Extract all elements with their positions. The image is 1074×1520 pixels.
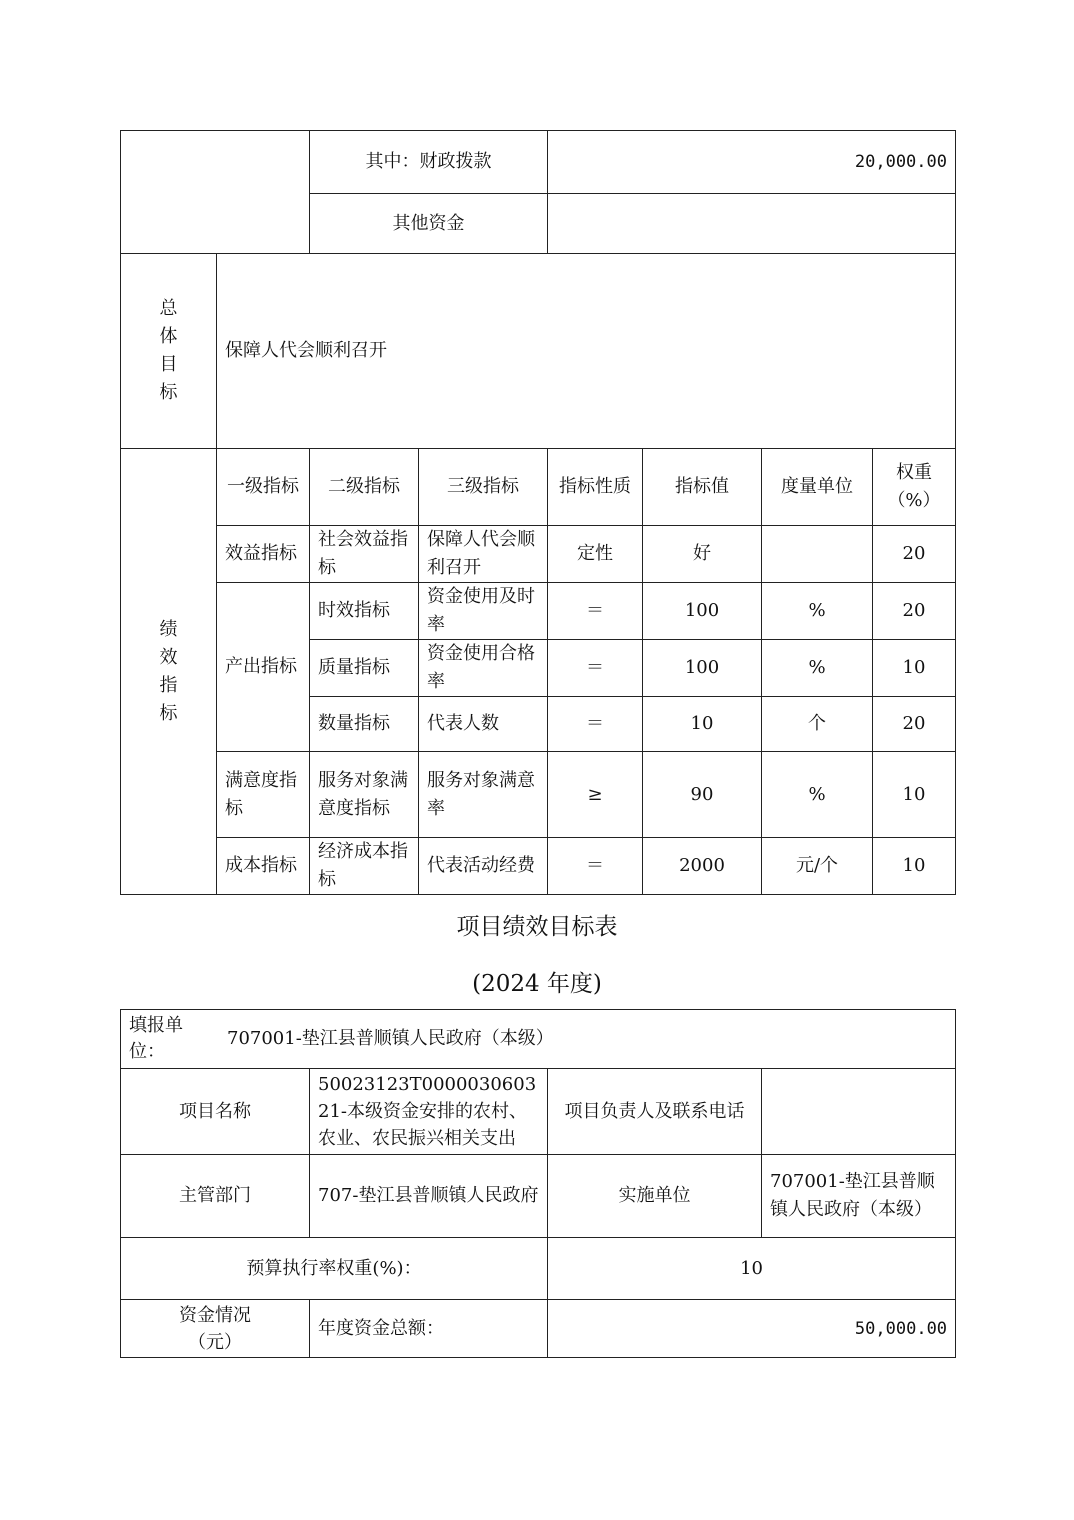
- row-nature: ＝: [548, 697, 643, 752]
- row-level2: 质量指标: [310, 640, 419, 697]
- row-level3: 保障人代会顺利召开: [419, 526, 548, 583]
- row-nature: ≥: [548, 752, 643, 838]
- header-nature: 指标性质: [548, 449, 643, 526]
- project-leader-value: [762, 1069, 956, 1155]
- row-level1: 成本指标: [217, 838, 310, 895]
- row-weight: 20: [873, 526, 956, 583]
- filing-unit-value: 707001-垫江县普顺镇人民政府（本级）: [227, 1028, 554, 1049]
- row-value: 90: [643, 752, 762, 838]
- row-level2: 社会效益指标: [310, 526, 419, 583]
- implementing-unit-label: 实施单位: [548, 1155, 762, 1238]
- row-level1: 产出指标: [217, 583, 310, 752]
- header-level2: 二级指标: [310, 449, 419, 526]
- performance-indicator-label: 绩效指标: [159, 618, 178, 724]
- row-value: 2000: [643, 838, 762, 895]
- performance-target-table-continued: [120, 130, 956, 895]
- row-unit: %: [762, 752, 873, 838]
- fiscal-value: 20,000.00: [548, 131, 956, 194]
- row-unit: %: [762, 640, 873, 697]
- row-value: 好: [643, 526, 762, 583]
- row-level1: 效益指标: [217, 526, 310, 583]
- row-value: 100: [643, 583, 762, 640]
- project-name-value: 50023123T000003060321-本级资金安排的农村、农业、农民振兴相关支出: [310, 1069, 548, 1155]
- row-level3: 代表人数: [419, 697, 548, 752]
- filing-unit-label: 填报单位：: [129, 1015, 183, 1062]
- row-value: 100: [643, 640, 762, 697]
- header-level3: 三级指标: [419, 449, 548, 526]
- row-level3: 服务对象满意率: [419, 752, 548, 838]
- row-unit: [762, 526, 873, 583]
- project-name-label: 项目名称: [121, 1069, 310, 1155]
- row-unit: %: [762, 583, 873, 640]
- row-level2: 时效指标: [310, 583, 419, 640]
- row-weight: 20: [873, 583, 956, 640]
- row-level3: 资金使用合格率: [419, 640, 548, 697]
- row-unit: 个: [762, 697, 873, 752]
- budget-rate-label: 预算执行率权重(%)：: [121, 1238, 548, 1300]
- department-value: 707-垫江县普顺镇人民政府: [310, 1155, 548, 1238]
- row-level1: 满意度指标: [217, 752, 310, 838]
- row-nature: ＝: [548, 640, 643, 697]
- table-row: [121, 583, 956, 640]
- annual-total-label: 年度资金总额：: [310, 1300, 548, 1358]
- row-nature: ＝: [548, 583, 643, 640]
- fiscal-label: 其中：财政拨款: [310, 131, 548, 194]
- row-value: 10: [643, 697, 762, 752]
- annual-total-value: 50,000.00: [548, 1300, 956, 1358]
- department-label: 主管部门: [121, 1155, 310, 1238]
- other-funds-value: [548, 194, 956, 254]
- implementing-unit-value: 707001-垫江县普顺镇人民政府（本级）: [762, 1155, 956, 1238]
- project-leader-label: 项目负责人及联系电话: [548, 1069, 762, 1155]
- row-unit: 元/个: [762, 838, 873, 895]
- project-performance-target-table: [120, 1009, 956, 1358]
- row-level2: 数量指标: [310, 697, 419, 752]
- table-row: [121, 838, 956, 895]
- row-weight: 10: [873, 838, 956, 895]
- row-nature: ＝: [548, 838, 643, 895]
- header-unit: 度量单位: [762, 449, 873, 526]
- table-title: 项目绩效目标表: [456, 914, 618, 940]
- row-weight: 10: [873, 640, 956, 697]
- header-level1: 一级指标: [217, 449, 310, 526]
- budget-rate-value: 10: [548, 1238, 956, 1300]
- row-weight: 20: [873, 697, 956, 752]
- overall-goal-text: 保障人代会顺利召开: [217, 254, 956, 449]
- table-row: [121, 526, 956, 583]
- fund-status-label: 资金情况（元）: [121, 1300, 310, 1358]
- header-weight: 权重（%）: [873, 449, 956, 526]
- blank-cell: [121, 131, 310, 254]
- row-level3: 代表活动经费: [419, 838, 548, 895]
- header-value: 指标值: [643, 449, 762, 526]
- table-row: [121, 752, 956, 838]
- other-funds-label: 其他资金: [310, 194, 548, 254]
- row-nature: 定性: [548, 526, 643, 583]
- table-subtitle: (2024 年度): [472, 971, 602, 997]
- row-level2: 经济成本指标: [310, 838, 419, 895]
- row-level3: 资金使用及时率: [419, 583, 548, 640]
- row-level2: 服务对象满意度指标: [310, 752, 419, 838]
- overall-goal-label: 总体目标: [159, 298, 178, 403]
- row-weight: 10: [873, 752, 956, 838]
